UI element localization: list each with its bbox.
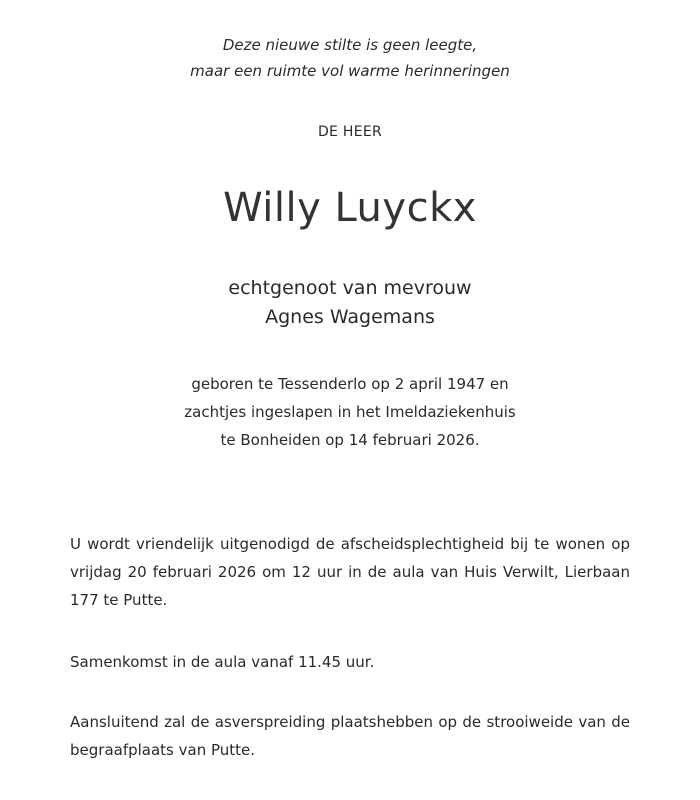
deceased-name: Willy Luyckx: [223, 185, 477, 231]
honorific: DE HEER: [317, 124, 383, 140]
birth-death-block: [0, 370, 700, 454]
birth-line-3: te Bonheiden op 14 februari 2026.: [220, 431, 480, 449]
memorial-quote: [0, 32, 700, 84]
ceremony-invitation: U wordt vriendelijk uitgenodigd de afscheidsplechtigheid bij te wonen op vrijdag 20 februari 2026 om 12 uur in de aula van Huis Verwilt, Lierbaan 177 te Putte.: [70, 535, 630, 609]
quote-line-2: maar een ruimte vol warme herinneringen: [190, 62, 510, 80]
spouse-line-1: echtgenoot van mevrouw: [228, 277, 472, 299]
gathering-info: Samenkomst in de aula vanaf 11.45 uur.: [70, 653, 375, 671]
spouse-block: [0, 274, 700, 332]
birth-line-1: geboren te Tessenderlo op 2 april 1947 en: [191, 375, 509, 393]
spouse-line-2: Agnes Wagemans: [265, 306, 435, 328]
birth-line-2: zachtjes ingeslapen in het Imeldaziekenhuis: [184, 403, 516, 421]
scattering-info: Aansluitend zal de asverspreiding plaatshebben op de strooiweide van de begraafplaats van Putte.: [70, 713, 630, 759]
quote-line-1: Deze nieuwe stilte is geen leegte,: [222, 36, 478, 54]
